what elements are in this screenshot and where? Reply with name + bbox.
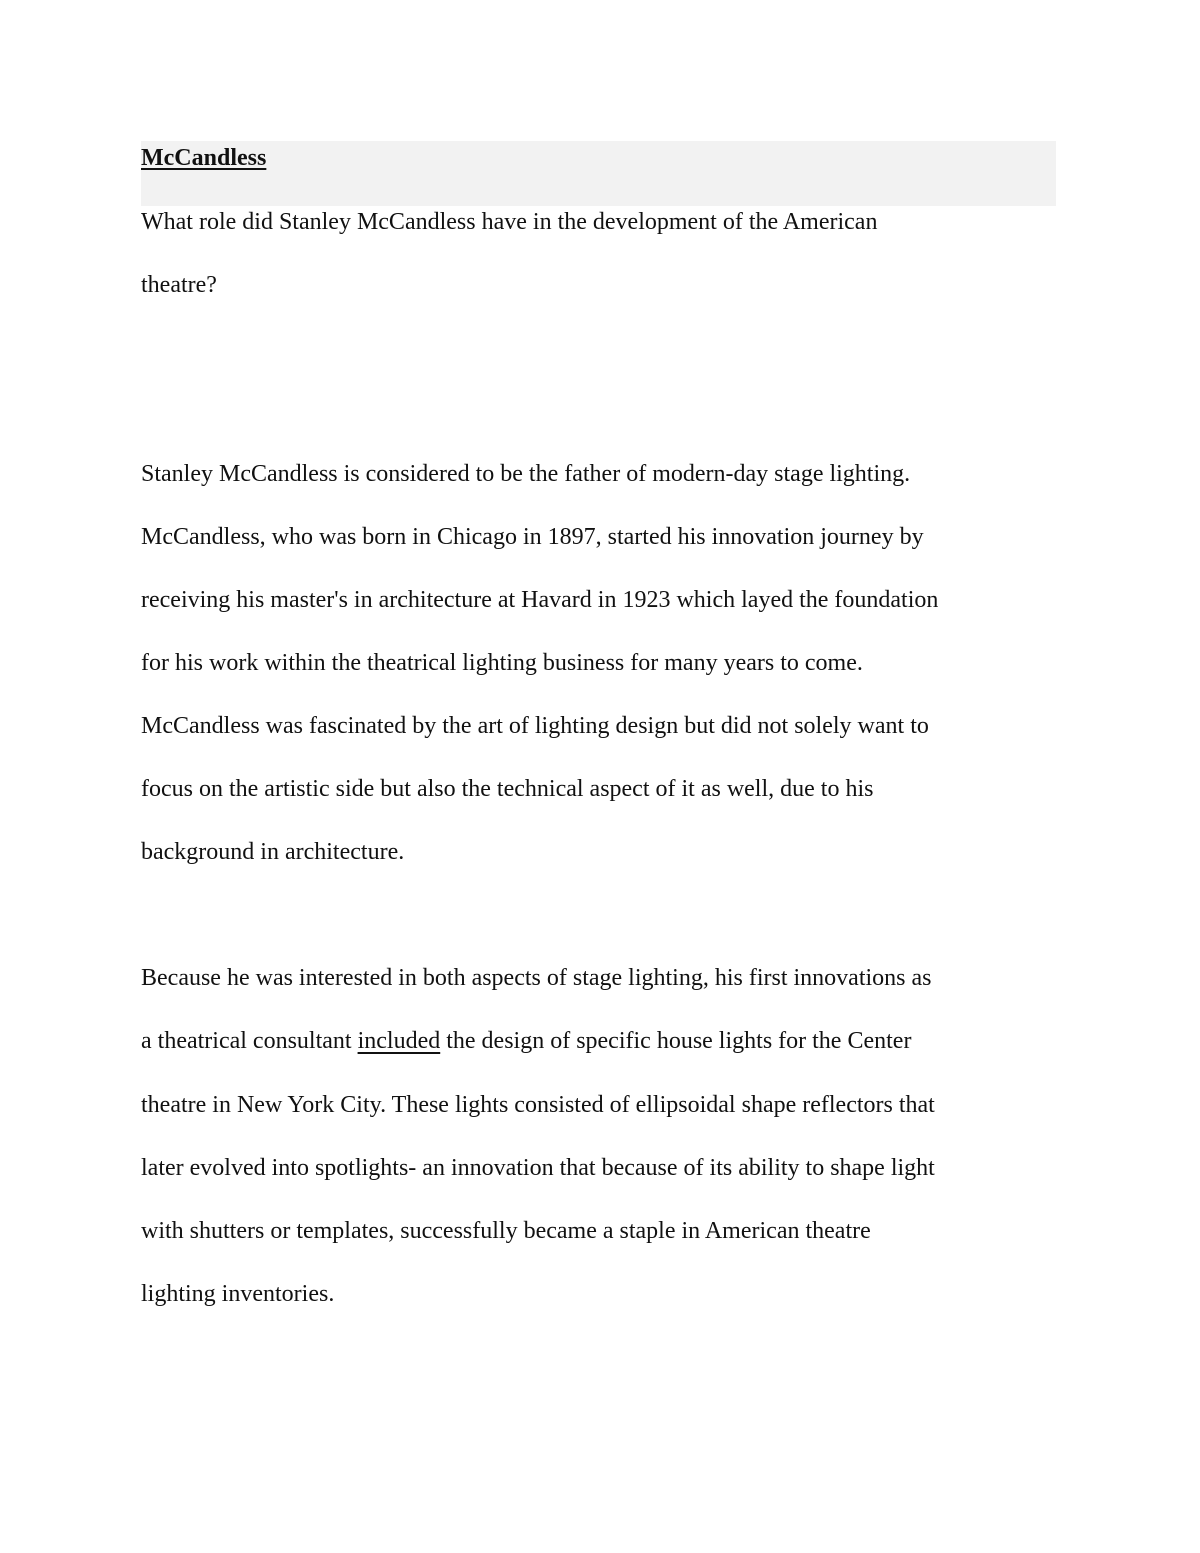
paragraph1-line-1: Stanley McCandless is considered to be the father of modern-day stage lighting. bbox=[141, 461, 911, 487]
paragraph1-line-2: McCandless, who was born in Chicago in 1897, started his innovation journey by bbox=[141, 524, 924, 550]
paragraph2-line-5: with shutters or templates, successfully became a staple in American theatre bbox=[141, 1218, 871, 1244]
paragraph1-line-4: for his work within the theatrical lighting business for many years to come. bbox=[141, 650, 863, 676]
paragraph1-line-7: background in architecture. bbox=[141, 839, 405, 865]
paragraph2-line-2-before: a theatrical consultant bbox=[141, 1028, 358, 1054]
paragraph2-line-2 bbox=[141, 1025, 911, 1057]
underlined-word-included: included bbox=[357, 1028, 441, 1054]
paragraph2-line-1: Because he was interested in both aspects of stage lighting, his first innovations as bbox=[141, 965, 932, 991]
paragraph1-line-3: receiving his master's in architecture at Havard in 1923 which layed the foundation bbox=[141, 587, 939, 613]
paragraph1-line-6: focus on the artistic side but also the technical aspect of it as well, due to his bbox=[141, 776, 874, 802]
question-line-1: What role did Stanley McCandless have in the development of the American bbox=[141, 209, 878, 235]
paragraph2-line-6: lighting inventories. bbox=[141, 1281, 335, 1307]
paragraph2-line-3: theatre in New York City. These lights consisted of ellipsoidal shape reflectors that bbox=[141, 1092, 935, 1118]
paragraph2-line-2-after: the design of specific house lights for the Center bbox=[440, 1028, 912, 1054]
document-title: McCandless bbox=[141, 145, 267, 171]
paragraph1-line-5: McCandless was fascinated by the art of lighting design but did not solely want to bbox=[141, 713, 929, 739]
question-line-2: theatre? bbox=[141, 272, 217, 298]
paragraph2-line-4: later evolved into spotlights- an innovation that because of its ability to shape light bbox=[141, 1155, 935, 1181]
title-highlight-band bbox=[141, 141, 1056, 206]
